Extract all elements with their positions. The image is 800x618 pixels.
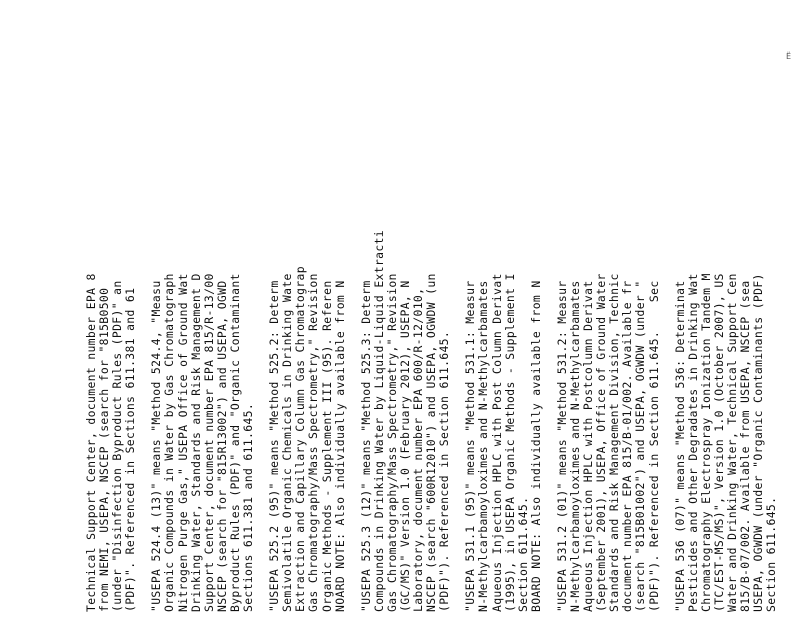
text-line: Aqueous Injection HPLC with Postcolumn Derivat [581, 280, 596, 612]
text-line: Section 611.645. [764, 496, 779, 612]
text-line: NSCEP (search "600R12010") and USEPA, OGWDW (un [424, 273, 439, 612]
text-line: (PDF)"). Referenced in Section 611.645. Sec [646, 280, 661, 612]
text-line: "USEPA 531.1 (95)" means "Method 531.1: Measur [463, 280, 478, 612]
text-line: (search "815B01002") and USEPA, OGWDW (under " [633, 280, 648, 612]
text-line: Nitrogen Purge Gas," USEPA Office of Ground Wat [175, 273, 190, 612]
text-line: Semivolatile Organic Chemicals in Drinking Wate [280, 273, 295, 612]
text-line: Laboratory, document number EPA 600/R-12/010, [411, 287, 426, 612]
text-line: Standards and Risk Management Division, Technic [607, 273, 622, 612]
text-line: Sections 611.381 and 611.645. [241, 402, 256, 612]
text-line: USEPA, OGWDW (under "Organic Contaminants (PDF) [751, 273, 766, 612]
margin-mark: Ë [786, 52, 792, 61]
paragraph [464, 0, 543, 612]
text-line: NOARD NOTE: Also individually available from N [332, 280, 347, 612]
text-line: N-Methylcarbamoyloximes and N-Methylcarbamates [568, 280, 582, 612]
text-line: Organic Compounds in Water by Gas Chromatograph [162, 273, 177, 612]
paragraph [674, 0, 779, 612]
text-line: (GC/MS)" Version 1.0 (February 2012), USEPA, N [397, 280, 412, 612]
text-line: (under "Disinfection Byproduct Rules (PDF)" an [110, 280, 125, 612]
text-line: Gas Chromatography/Mass Spectrometry," Revision [306, 273, 321, 612]
text-line: Organic Methods - Supplement III (95). Referen [319, 280, 334, 612]
text-line: "USEPA 525.3 (12)" means "Method 525.3: Determ [358, 280, 373, 612]
text-line: N-Methylcarbamoyloximes and N-Methylcarbamates [476, 280, 491, 612]
text-line: Technical Support Center, document number EPA 8 [84, 273, 98, 612]
text-line: (TC/EST-MS/MS)", Version 1.0 (October 2007), US [711, 273, 726, 612]
text-line: Gas Chromatography/Mass Spectrometry," Revision [384, 273, 399, 612]
text-line: Extraction and Capillary Column Gas Chromatograp [293, 266, 308, 612]
text-line: (PDF)". Referenced in Sections 611.381 and 61 [123, 287, 138, 612]
text-line: "USEPA 525.2 (95)" means "Method 525.2: Determ [267, 280, 282, 612]
text-line: 815/B-07/002. Available from USEPA, NSCEP (sea [738, 280, 753, 612]
paragraph [85, 0, 137, 612]
paragraph [150, 0, 255, 612]
paragraph [556, 0, 661, 612]
text-line: (September 2001), USEPA, Office of Ground Water [594, 273, 609, 612]
document-body [85, 0, 800, 612]
text-line: Support Center, document number EPA 815/R-13/00 [201, 273, 216, 612]
text-line: Section 611.645. [515, 496, 530, 612]
paragraph [268, 0, 347, 612]
text-line: from NEMI, USEPA, NSCEP (search for "815B0500 [97, 287, 112, 612]
text-line: Water and Drinking Water, Technical Support Cen [725, 273, 740, 612]
text-line: "USEPA 536 (07)" means "Method 536: Determinat [672, 280, 687, 612]
text-line: Aqueous Injection HPLC with Post Column Derivat [489, 273, 504, 612]
text-line: Pesticides and Other Degradates in Drinking Wat [685, 273, 700, 612]
text-line: Chromatography Electrospray Ionization Tandem M [698, 273, 713, 612]
text-line: (PDF)"). Referenced in Section 611.645. [437, 330, 452, 612]
text-line: (1995), in USEPA Organic Methods - Supplement I [502, 273, 517, 612]
text-line: Byproduct Rules (PDF)" and "Organic Contaminant [227, 273, 242, 612]
text-line: NSCEP (search for "815R13002") and USEPA, OGWD [214, 280, 229, 612]
text-line: Compounds in Drinking Water by Liquid-Liquid Extracti [371, 229, 386, 612]
text-line: "USEPA 524.4 (13)" means "Method 524.4, "Measu [149, 280, 164, 612]
text-line: Drinking Water, Standards and Risk Management D [188, 273, 203, 612]
text-line: BOARD NOTE: Also individually available from N [528, 280, 543, 612]
text-line: document number EPA 815/B-01/002. Available fr [620, 280, 635, 612]
text-line: "USEPA 531.2 (01)" means "Method 531.2: Measur [554, 280, 569, 612]
paragraph [360, 0, 452, 612]
